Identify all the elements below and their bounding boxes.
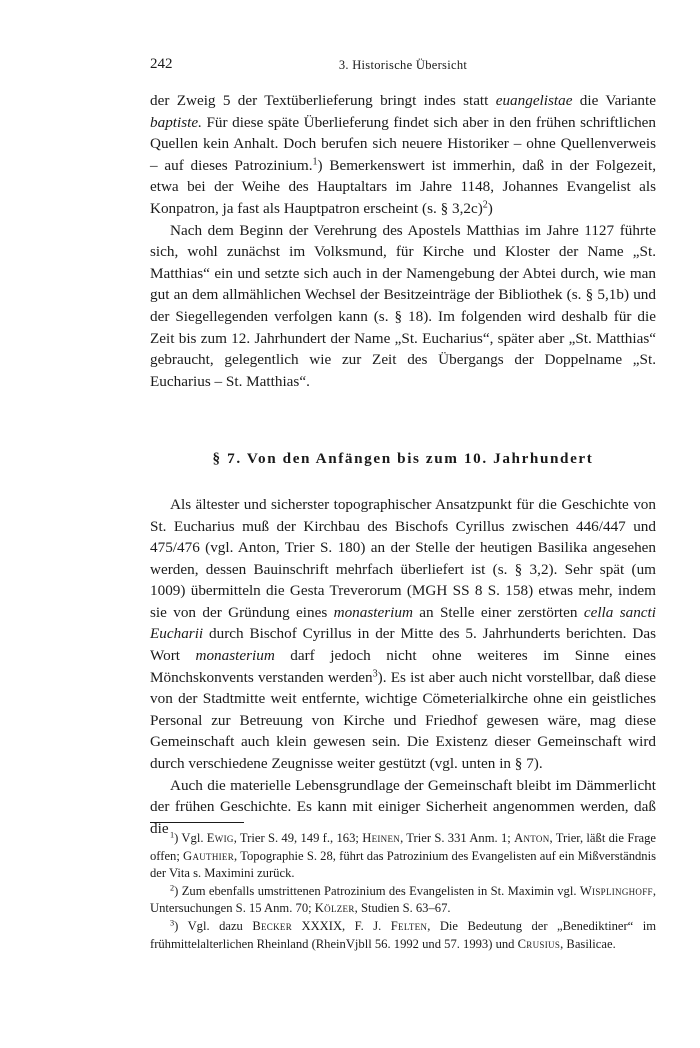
page-header	[150, 56, 656, 78]
paragraph-2: Nach dem Beginn der Verehrung des Apostels Matthias im Jahre 1127 führte sich, wohl zunächst im Volksmund, für Kirche und Kloster der Name „St. Matthias“ ein und setzte sich auch in der Namengebung der Abtei durch, wie man gut an dem allmählichen Wechsel der Besitzeinträge der Bibliothek (s. § 5,1b) und der Siegellegenden verfolgen kann (s. § 18). Im folgenden wird deshalb für die Zeit bis zum 12. Jahrhundert der Name „St. Eucharius“, später aber „St. Matthias“ gebraucht, gelegentlich wie zur Zeit des Übergangs der Doppelname „St. Eucharius – St. Matthias“.	[150, 221, 656, 390]
footnote-divider	[150, 822, 244, 823]
main-text	[150, 90, 656, 839]
paragraph-4: Auch die materielle Lebensgrundlage der Gemeinschaft bleibt im Dämmerlicht der frühen Geschichte. Es kann mit einiger Sicherheit angenommen werden, daß die	[150, 776, 656, 837]
running-title: 3. Historische Übersicht	[338, 58, 468, 72]
footnote-ref-3: 3	[372, 668, 378, 680]
footnotes	[150, 830, 656, 953]
paragraph-1: der Zweig 5 der Textüberlieferung bringt indes statt euangelistae die Variante baptiste. Für diese späte Überlieferung findet sich aber in den frühen schriftlichen Quellen kein Anhalt. Doch berufen sich neuere Historiker – ohne Quellenverweis – auf dieses Patrozinium.$^1$) Bemerkenswert ist immerhin, daß in der Folgezeit, etwa bei der Weihe des Hauptaltars im Jahre 1148, Johannes Evangelist als Konpatron, ja fast als Hauptpatron erscheint (s. § 3,2c)$^2$)	[150, 92, 657, 217]
page-number: 242	[150, 56, 173, 72]
paragraph-3: Als ältester und sicherster topographischer Ansatzpunkt für die Geschichte von St. Eucharius muß der Kirchbau des Bischofs Cyrillus zwischen 446/447 und 475/476 (vgl. Anton, Trier S. 180) an der Stelle der heutigen Basilika angesehen werden, dessen Bauinschrift mehrfach überliefert ist (s. § 3,2). Sehr spät (um 1009) übermitteln die Gesta Treverorum (MGH SS 8 S. 158) etwas mehr, indem sie von der Gründung eines monasterium an Stelle einer zerstörten cella sancti Eucharii durch Bischof Cyrillus in der Mitte des 5. Jahrhunderts berichten. Das Wort monasterium darf jedoch nicht ohne weiteres im Sinne eines Mönchskonvents verstanden werden$^3$). Es ist aber auch nicht vorstellbar, daß diese von der Stadtmitte weit entfernte, wichtige Cömeterialkirche ohne ein geistliches Personal zur Betreuung von Kirche und Friedhof gewesen wäre, mag diese Gemeinschaft auch klein gewesen sein. Die Existenz dieser Gemeinschaft wird durch verschiedene Zeugnisse weiter gestützt (vgl. unten in § 7).	[150, 495, 656, 773]
footnote-1: $^1$) Vgl. Ewig, Trier S. 49, 149 f., 163; Heinen, Trier S. 331 Anm. 1; Anton, Trier, läßt die Frage offen; Gauthier, Topographie S. 28, führt das Patrozinium des Evangelisten auf ein Mißverständnis der Vita s. Maximini zurück.	[150, 830, 656, 881]
footnote-ref-2: 2	[482, 199, 488, 211]
footnote-3: $^3$) Vgl. dazu Becker XXXIX, F. J. Felten, Die Bedeutung der „Benediktiner“ im frühmittelalterlichen Rheinland (RheinVjbll 56. 1992 und 57. 1993) und Crusius, Basilicae.	[150, 918, 656, 951]
footnote-ref-1: 1	[312, 156, 318, 168]
footnote-2: $^2$) Zum ebenfalls umstrittenen Patrozinium des Evangelisten in St. Maximin vgl. Wisplinghoff, Untersuchungen S. 15 Anm. 70; Kölzer, Studien S. 63–67.	[150, 883, 656, 916]
section-heading: § 7. Von den Anfängen bis zum 10. Jahrhundert	[212, 450, 594, 468]
